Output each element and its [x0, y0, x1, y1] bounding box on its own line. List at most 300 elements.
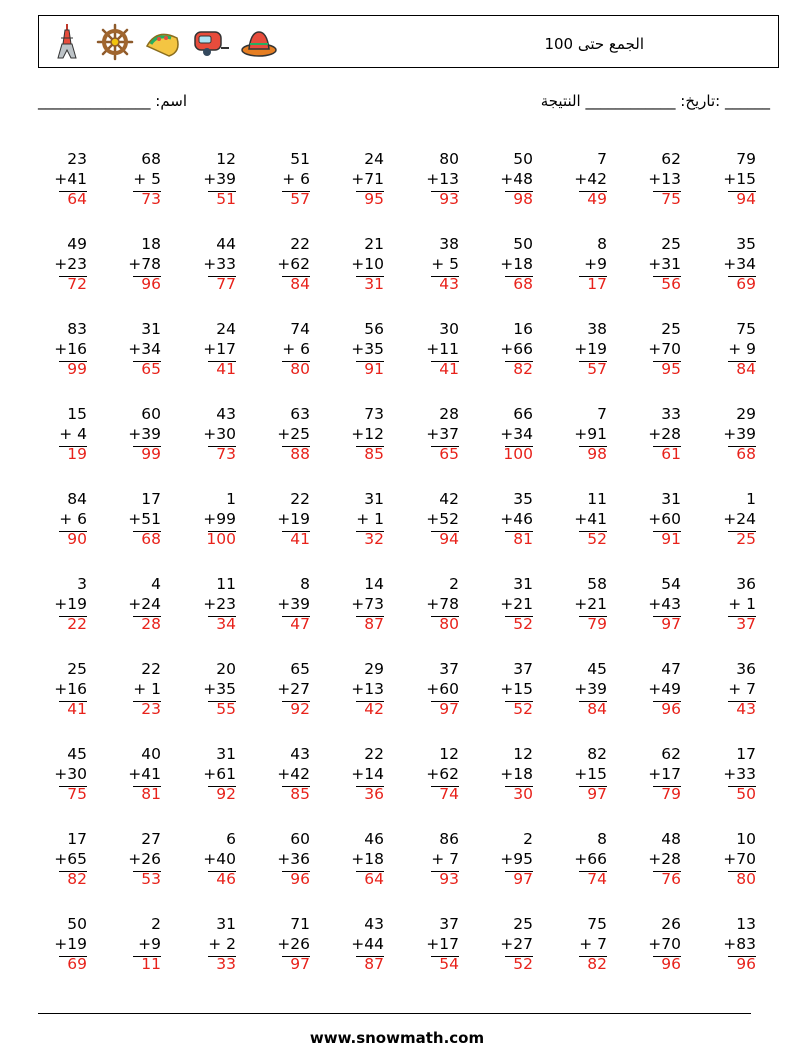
addition-problem [409, 915, 459, 977]
addition-problem [186, 575, 236, 637]
answer: 85 [290, 785, 310, 803]
answer: 65 [439, 445, 459, 463]
answer: 23 [141, 700, 161, 718]
addend-bottom: +18 [500, 255, 533, 273]
addition-problem [260, 150, 310, 212]
addend-bottom: +19 [54, 595, 87, 613]
addend-bottom: + 6 [282, 340, 310, 358]
addend-bottom: +70 [648, 935, 681, 953]
footer-divider [38, 1013, 751, 1014]
addend-bottom: +24 [723, 510, 756, 528]
addend-bottom: +40 [203, 850, 236, 868]
answer: 80 [736, 870, 756, 888]
answer: 41 [67, 700, 87, 718]
answer: 91 [364, 360, 384, 378]
addition-problem [37, 915, 87, 977]
addend-bottom: +31 [648, 255, 681, 273]
addition-problem [631, 575, 681, 637]
addend-bottom: +28 [648, 850, 681, 868]
addend-bottom: +39 [277, 595, 310, 613]
addition-problem [706, 830, 756, 892]
addend-bottom: +70 [648, 340, 681, 358]
addition-problem [409, 745, 459, 807]
addition-problem [260, 405, 310, 467]
answer: 37 [736, 615, 756, 633]
addend-bottom: +19 [54, 935, 87, 953]
addition-problem [186, 745, 236, 807]
answer: 79 [587, 615, 607, 633]
addend-bottom: +9 [584, 255, 607, 273]
answer: 73 [141, 190, 161, 208]
addend-top: 8 [597, 235, 607, 253]
addend-bottom: +41 [574, 510, 607, 528]
addend-top: 8 [597, 830, 607, 848]
addend-bottom: +41 [54, 170, 87, 188]
addend-bottom: +9 [138, 935, 161, 953]
addend-top: 3 [77, 575, 87, 593]
addend-bottom: +15 [500, 680, 533, 698]
answer: 80 [439, 615, 459, 633]
answer: 56 [661, 275, 681, 293]
addend-bottom: +17 [426, 935, 459, 953]
addition-problem [706, 150, 756, 212]
addend-top: 12 [216, 150, 236, 168]
addend-top: 29 [736, 405, 756, 423]
addend-bottom: +49 [648, 680, 681, 698]
addend-bottom: + 5 [133, 170, 161, 188]
addend-top: 23 [67, 150, 87, 168]
addend-top: 63 [290, 405, 310, 423]
answer: 52 [587, 530, 607, 548]
addend-bottom: +34 [723, 255, 756, 273]
addend-top: 44 [216, 235, 236, 253]
addend-bottom: +48 [500, 170, 533, 188]
answer: 75 [67, 785, 87, 803]
addend-top: 26 [661, 915, 681, 933]
addend-top: 45 [587, 660, 607, 678]
addend-bottom: +99 [203, 510, 236, 528]
addend-top: 22 [290, 235, 310, 253]
addition-problem [334, 405, 384, 467]
answer: 50 [736, 785, 756, 803]
addend-bottom: +27 [277, 680, 310, 698]
addend-top: 22 [141, 660, 161, 678]
addition-problem [111, 235, 161, 297]
answer: 90 [67, 530, 87, 548]
answer: 94 [439, 530, 459, 548]
addition-problem [111, 150, 161, 212]
addition-problem [631, 660, 681, 722]
addition-problem [37, 235, 87, 297]
answer: 84 [587, 700, 607, 718]
addition-problem [409, 490, 459, 552]
answer: 30 [513, 785, 533, 803]
addend-bottom: +27 [500, 935, 533, 953]
addition-problem [334, 575, 384, 637]
addend-bottom: + 6 [59, 510, 87, 528]
addend-top: 7 [597, 150, 607, 168]
addition-problem [186, 405, 236, 467]
addend-top: 38 [587, 320, 607, 338]
addition-problem [37, 150, 87, 212]
addition-problem [334, 915, 384, 977]
addend-bottom: +60 [648, 510, 681, 528]
answer: 87 [364, 955, 384, 973]
addend-top: 1 [226, 490, 236, 508]
addend-top: 15 [67, 405, 87, 423]
addend-top: 2 [151, 915, 161, 933]
answer: 93 [439, 190, 459, 208]
addend-top: 33 [661, 405, 681, 423]
addend-bottom: + 9 [728, 340, 756, 358]
addend-bottom: +26 [277, 935, 310, 953]
addend-top: 25 [661, 320, 681, 338]
addition-problem [37, 660, 87, 722]
addition-problem [557, 490, 607, 552]
answer: 95 [364, 190, 384, 208]
addend-top: 36 [736, 660, 756, 678]
addition-problem [260, 830, 310, 892]
answer: 61 [661, 445, 681, 463]
addend-top: 60 [290, 830, 310, 848]
addition-problem [557, 745, 607, 807]
answer: 97 [439, 700, 459, 718]
addend-bottom: +13 [648, 170, 681, 188]
addition-problem [409, 320, 459, 382]
addend-top: 17 [141, 490, 161, 508]
addend-top: 83 [67, 320, 87, 338]
addend-top: 56 [364, 320, 384, 338]
addend-bottom: +65 [54, 850, 87, 868]
addend-top: 18 [141, 235, 161, 253]
addend-bottom: +37 [426, 425, 459, 443]
addition-problem [334, 830, 384, 892]
addition-problem [483, 490, 533, 552]
addition-problem [37, 830, 87, 892]
addend-top: 25 [67, 660, 87, 678]
answer: 49 [587, 190, 607, 208]
answer: 87 [364, 615, 384, 633]
addend-top: 54 [661, 575, 681, 593]
addition-problem [706, 320, 756, 382]
addend-bottom: +36 [277, 850, 310, 868]
addition-problem [631, 320, 681, 382]
answer: 68 [513, 275, 533, 293]
addend-bottom: +39 [128, 425, 161, 443]
addend-bottom: +51 [128, 510, 161, 528]
addition-problem [37, 575, 87, 637]
addend-bottom: +62 [277, 255, 310, 273]
addend-top: 37 [439, 915, 459, 933]
answer: 75 [661, 190, 681, 208]
addend-top: 40 [141, 745, 161, 763]
addend-bottom: +25 [277, 425, 310, 443]
answer: 69 [67, 955, 87, 973]
addend-top: 25 [513, 915, 533, 933]
addend-top: 11 [216, 575, 236, 593]
worksheet-title: الجمع حتى 100 [544, 35, 644, 53]
addition-problem [631, 405, 681, 467]
addend-bottom: +35 [203, 680, 236, 698]
addition-problem [111, 915, 161, 977]
addend-top: 74 [290, 320, 310, 338]
addend-bottom: +34 [500, 425, 533, 443]
addition-problem [706, 915, 756, 977]
addend-bottom: +46 [500, 510, 533, 528]
addition-problem [334, 150, 384, 212]
answer: 98 [587, 445, 607, 463]
answer: 53 [141, 870, 161, 888]
addition-problem [631, 830, 681, 892]
addend-bottom: + 7 [728, 680, 756, 698]
addition-problem [557, 235, 607, 297]
addition-problem [260, 660, 310, 722]
addition-problem [260, 745, 310, 807]
addend-top: 45 [67, 745, 87, 763]
addend-top: 50 [513, 235, 533, 253]
addend-top: 1 [746, 490, 756, 508]
addend-bottom: +39 [723, 425, 756, 443]
addition-problem [334, 745, 384, 807]
answer: 98 [513, 190, 533, 208]
addend-top: 50 [513, 150, 533, 168]
addend-bottom: +15 [723, 170, 756, 188]
answer: 97 [661, 615, 681, 633]
answer: 42 [364, 700, 384, 718]
addition-problem [631, 235, 681, 297]
addition-problem [37, 405, 87, 467]
addend-bottom: + 5 [431, 255, 459, 273]
addend-top: 7 [597, 405, 607, 423]
addend-bottom: +52 [426, 510, 459, 528]
addend-bottom: + 1 [356, 510, 384, 528]
answer: 97 [513, 870, 533, 888]
addition-problem [334, 320, 384, 382]
addition-problem [557, 150, 607, 212]
addend-top: 43 [290, 745, 310, 763]
addend-bottom: +62 [426, 765, 459, 783]
addend-bottom: +91 [574, 425, 607, 443]
answer: 74 [587, 870, 607, 888]
addend-bottom: +19 [277, 510, 310, 528]
addend-top: 37 [513, 660, 533, 678]
answer: 99 [67, 360, 87, 378]
answer: 96 [290, 870, 310, 888]
addend-bottom: +26 [128, 850, 161, 868]
answer: 52 [513, 700, 533, 718]
addition-problem [706, 575, 756, 637]
answer: 36 [364, 785, 384, 803]
answer: 74 [439, 785, 459, 803]
addend-bottom: +73 [351, 595, 384, 613]
answer: 41 [290, 530, 310, 548]
addend-bottom: +78 [128, 255, 161, 273]
addend-bottom: +16 [54, 340, 87, 358]
addend-bottom: + 2 [208, 935, 236, 953]
addend-top: 62 [661, 745, 681, 763]
addition-problem [111, 575, 161, 637]
answer: 25 [736, 530, 756, 548]
addition-problem [111, 745, 161, 807]
addend-bottom: +11 [426, 340, 459, 358]
addend-top: 31 [661, 490, 681, 508]
addend-top: 6 [226, 830, 236, 848]
answer: 52 [513, 615, 533, 633]
answer: 97 [290, 955, 310, 973]
addition-problem [111, 490, 161, 552]
addend-bottom: +19 [574, 340, 607, 358]
addend-bottom: +39 [203, 170, 236, 188]
addend-bottom: +39 [574, 680, 607, 698]
addition-problem [483, 575, 533, 637]
addition-problem [37, 745, 87, 807]
addend-bottom: +42 [277, 765, 310, 783]
addition-problem [706, 745, 756, 807]
addend-bottom: +30 [54, 765, 87, 783]
addition-problem [483, 150, 533, 212]
addition-problem [111, 660, 161, 722]
addend-bottom: +35 [351, 340, 384, 358]
name-field-label: اسم: _______________ [38, 92, 188, 110]
addend-top: 11 [587, 490, 607, 508]
addend-top: 79 [736, 150, 756, 168]
addition-problem [186, 235, 236, 297]
addend-bottom: +14 [351, 765, 384, 783]
addend-top: 17 [736, 745, 756, 763]
addition-problem [186, 490, 236, 552]
addend-bottom: +13 [351, 680, 384, 698]
answer: 31 [364, 275, 384, 293]
addend-top: 47 [661, 660, 681, 678]
addition-problem [111, 320, 161, 382]
addition-problem [483, 915, 533, 977]
addend-bottom: +34 [128, 340, 161, 358]
answer: 19 [67, 445, 87, 463]
addend-top: 75 [587, 915, 607, 933]
addend-bottom: +30 [203, 425, 236, 443]
addend-bottom: +61 [203, 765, 236, 783]
answer: 43 [736, 700, 756, 718]
date-result-field-label: ______ :تاريخ: ____________ النتيجة [540, 92, 770, 110]
addend-bottom: + 1 [133, 680, 161, 698]
addend-bottom: +10 [351, 255, 384, 273]
addition-problem [409, 575, 459, 637]
addend-bottom: +33 [203, 255, 236, 273]
addition-problem [557, 830, 607, 892]
answer: 99 [141, 445, 161, 463]
addend-top: 35 [736, 235, 756, 253]
addend-top: 30 [439, 320, 459, 338]
addition-problem [409, 235, 459, 297]
answer: 76 [661, 870, 681, 888]
addend-bottom: +33 [723, 765, 756, 783]
footer-site: www.snowmath.com [309, 1029, 485, 1047]
addend-top: 2 [449, 575, 459, 593]
addition-problem [111, 405, 161, 467]
answer: 80 [290, 360, 310, 378]
addition-problem [631, 915, 681, 977]
addition-problem [260, 575, 310, 637]
addend-top: 31 [216, 915, 236, 933]
addend-top: 16 [513, 320, 533, 338]
addend-top: 58 [587, 575, 607, 593]
addend-top: 50 [67, 915, 87, 933]
addend-top: 13 [736, 915, 756, 933]
answer: 55 [216, 700, 236, 718]
addend-bottom: +66 [500, 340, 533, 358]
addend-top: 62 [661, 150, 681, 168]
addend-top: 22 [364, 745, 384, 763]
addend-bottom: +41 [128, 765, 161, 783]
addition-problem [631, 150, 681, 212]
answer: 97 [587, 785, 607, 803]
answer: 96 [141, 275, 161, 293]
answer: 33 [216, 955, 236, 973]
addition-problem [706, 405, 756, 467]
answer: 64 [364, 870, 384, 888]
addition-problem [483, 405, 533, 467]
addend-top: 49 [67, 235, 87, 253]
addend-top: 86 [439, 830, 459, 848]
answer: 17 [587, 275, 607, 293]
answer: 85 [364, 445, 384, 463]
addition-problem [483, 830, 533, 892]
addition-problem [706, 660, 756, 722]
addend-bottom: +18 [351, 850, 384, 868]
addition-problem [186, 830, 236, 892]
answer: 100 [206, 530, 236, 548]
addend-top: 46 [364, 830, 384, 848]
addend-bottom: +16 [54, 680, 87, 698]
answer: 65 [141, 360, 161, 378]
answer: 52 [513, 955, 533, 973]
addition-problem [631, 490, 681, 552]
answer: 69 [736, 275, 756, 293]
addition-problem [409, 150, 459, 212]
addition-problem [260, 490, 310, 552]
addend-bottom: +12 [351, 425, 384, 443]
addition-problem [37, 320, 87, 382]
answer: 54 [439, 955, 459, 973]
addend-top: 21 [364, 235, 384, 253]
addend-bottom: +28 [648, 425, 681, 443]
addend-bottom: +13 [426, 170, 459, 188]
addend-top: 31 [141, 320, 161, 338]
answer: 95 [661, 360, 681, 378]
addend-top: 27 [141, 830, 161, 848]
addend-bottom: +70 [723, 850, 756, 868]
answer: 94 [736, 190, 756, 208]
answer: 96 [661, 955, 681, 973]
addend-top: 60 [141, 405, 161, 423]
answer: 51 [216, 190, 236, 208]
addend-top: 17 [67, 830, 87, 848]
answer: 43 [439, 275, 459, 293]
addition-problem [334, 235, 384, 297]
addition-problem [557, 660, 607, 722]
addend-top: 73 [364, 405, 384, 423]
answer: 82 [67, 870, 87, 888]
addition-problem [334, 490, 384, 552]
answer: 92 [216, 785, 236, 803]
addend-bottom: + 1 [728, 595, 756, 613]
addend-bottom: +17 [648, 765, 681, 783]
answer: 88 [290, 445, 310, 463]
addend-top: 4 [151, 575, 161, 593]
answer: 82 [513, 360, 533, 378]
answer: 11 [141, 955, 161, 973]
addend-top: 43 [216, 405, 236, 423]
